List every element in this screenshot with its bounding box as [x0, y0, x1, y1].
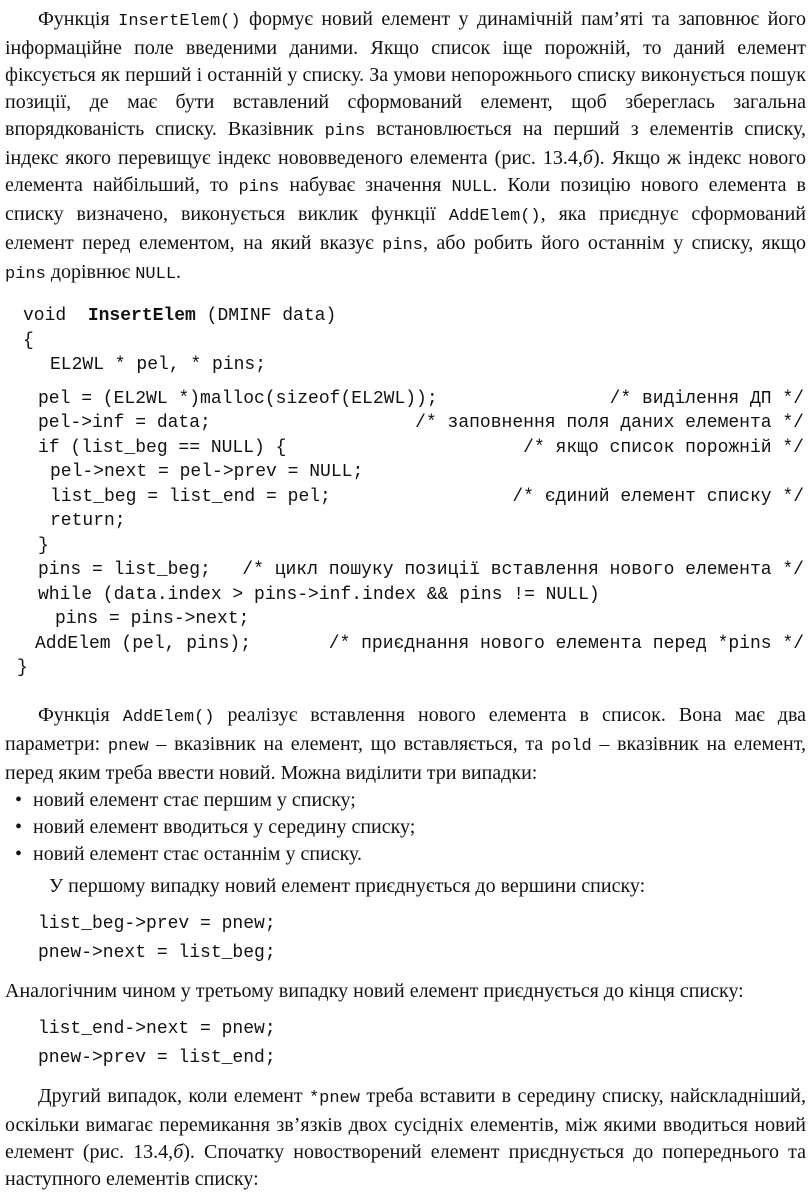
code-function-name: InsertElem: [87, 306, 196, 326]
inline-code: InsertElem(): [118, 12, 241, 31]
paragraph-second-case: [5, 1083, 806, 1193]
inline-code: pins: [382, 236, 423, 255]
bullet-item-text: новий елемент вводиться у середину списку;: [33, 815, 416, 838]
code-comment: /* виділення ДП */: [609, 388, 804, 409]
inline-code: pins: [238, 178, 280, 197]
text-run: Другий випадок, коли елемент: [38, 1084, 309, 1107]
code-line: [5, 387, 806, 412]
code-text: [5, 353, 266, 378]
code-token: pel->next = pel->prev = NULL;: [50, 462, 364, 482]
code-text: [5, 910, 276, 939]
code-line: [5, 436, 806, 461]
code-line: [5, 329, 806, 354]
text-run: Аналогічним чином у третьому випадку новий елемент приєднується до кінця списку:: [5, 979, 744, 1002]
code-comment: /* цикл пошуку позиції вставлення нового елемента */: [242, 560, 804, 580]
code-text: [5, 583, 600, 608]
paragraph-first-case: [5, 873, 806, 900]
code-text: [5, 632, 251, 657]
bullet-item-text: новий елемент стає останнім у списку.: [33, 842, 363, 865]
bullet-list-cases: [5, 787, 806, 868]
paragraph-addelem-description: [5, 702, 806, 787]
bullet-icon: •: [15, 788, 23, 811]
code-token: pel->inf = data;: [38, 413, 211, 433]
code-token: void: [23, 306, 88, 326]
code-token: if (list_beg == NULL) {: [38, 437, 287, 458]
inline-code: AddElem(): [448, 207, 541, 226]
inline-code: pins: [5, 265, 46, 284]
text-run: – вказівник на елемент, що вставляється, та: [148, 732, 551, 755]
text-run: набуває значення: [279, 174, 452, 196]
inline-code: pold: [550, 736, 592, 756]
inline-code: pnew: [107, 736, 149, 756]
text-run: , яка приєднує сформований елемент перед елементом, на який вказує: [5, 203, 807, 254]
code-text: [5, 509, 126, 534]
bullet-icon: •: [15, 815, 23, 838]
paragraph-insertelem-description: [5, 6, 806, 288]
text-run: реалізує вставлення нового елемента в список. Вона має два параметри:: [5, 703, 806, 755]
code-comment: /* єдиний елемент списку */: [512, 486, 804, 507]
code-token: EL2WL * pel, * pins;: [50, 355, 267, 375]
code-text: [5, 329, 34, 354]
code-line: [5, 460, 806, 485]
code-line: [5, 1015, 806, 1044]
code-line: [5, 304, 806, 329]
code-text: [5, 534, 49, 559]
text-run: ). Спочатку новостворений елемент приєднується до попереднього та наступного елементів списку:: [5, 1140, 806, 1190]
code-text: [5, 558, 211, 583]
code-token: {: [23, 330, 34, 351]
code-comment: /* якщо список порожній */: [523, 437, 804, 458]
text-run: . Коли позицію нового елемента в списку визначено, виконується виклик функції: [5, 174, 807, 225]
text-run: У першому випадку новий елемент приєднується до вершини списку:: [49, 874, 646, 897]
code-line: [5, 558, 806, 583]
code-line: [5, 411, 806, 436]
text-run: .: [176, 261, 182, 283]
bullet-icon: •: [15, 842, 23, 865]
code-line: [5, 485, 806, 510]
code-token: pins = list_beg;: [38, 560, 211, 580]
code-block-insertelem: [5, 304, 806, 681]
text-run: ). Якщо ж індекс нового елемента найбільший, то: [5, 147, 807, 196]
code-text: [5, 1015, 276, 1044]
code-token: }: [38, 535, 49, 556]
code-text: [5, 939, 276, 968]
code-text: [5, 436, 286, 461]
bullet-item: [5, 787, 806, 814]
code-text: [5, 387, 438, 412]
text-run: Функція: [38, 703, 123, 726]
text-run: , або робить його останнім у списку, якщо: [422, 232, 806, 254]
code-snippet-head-insert: [5, 910, 806, 968]
inline-code: *pnew: [308, 1088, 360, 1108]
code-line: [5, 583, 806, 608]
text-run: б: [173, 1140, 184, 1163]
code-comment: /* приєднання нового елемента перед *pins */: [328, 633, 804, 654]
inline-code: AddElem(): [122, 707, 215, 727]
code-token: list_beg = list_end = pel;: [50, 486, 331, 507]
inline-code: pins: [324, 122, 366, 141]
code-token: pnew->prev = list_end;: [38, 1047, 276, 1068]
code-snippet-tail-insert: [5, 1015, 806, 1073]
text-run: Функція: [38, 8, 119, 30]
inline-code: NULL: [451, 178, 493, 197]
text-run: встановлюється на перший з елементів списку, індекс якого перевищує індекс нововведеного елемента (рис. 13.4,: [5, 118, 806, 169]
code-line: [5, 509, 806, 534]
code-line: [5, 534, 806, 559]
text-run: треба вставити в середину списку, найскладніший, оскільки вимагає перемикання зв’язків двох сусідніх елементів, між якими вводиться новий елемент (рис. 13.4,: [5, 1084, 806, 1163]
code-text: [5, 304, 336, 329]
code-token: (DMINF data): [195, 306, 337, 326]
code-blank-line: [5, 378, 806, 387]
code-text: [5, 656, 28, 681]
code-line: [5, 910, 806, 939]
code-token: pins = pins->next;: [55, 609, 250, 629]
code-token: }: [17, 658, 28, 678]
text-run: – вказівник на елемент, перед яким треба ввести новий. Можна виділити три випадки:: [5, 732, 806, 784]
code-line: [5, 1044, 806, 1073]
code-comment: /* заповнення поля даних елемента */: [415, 413, 804, 433]
code-line: [5, 656, 806, 681]
bullet-item: [5, 814, 806, 841]
code-text: [5, 411, 211, 436]
code-line: [5, 607, 806, 632]
code-token: pel = (EL2WL *)malloc(sizeof(EL2WL));: [38, 388, 438, 409]
code-line: [5, 353, 806, 378]
code-token: return;: [50, 511, 126, 531]
code-text: [5, 1044, 276, 1073]
code-token: pnew->next = list_beg;: [38, 942, 276, 963]
bullet-item-text: новий елемент стає першим у списку;: [33, 788, 356, 811]
code-token: list_beg->prev = pnew;: [38, 913, 276, 934]
code-token: AddElem (pel, pins);: [35, 633, 252, 654]
inline-code: NULL: [135, 265, 177, 284]
code-line: [5, 632, 806, 657]
code-text: [5, 460, 363, 485]
code-text: [5, 485, 331, 510]
text-run: формує новий елемент у динамічній пам’яті та заповнює його інформаційне поле введеними даними. Якщо список іще порожній, то даний елемент фіксується як перший і останній у списку. За умови непорожнього списку виконується пошук позиції, де має бути вставлений сформований елемент, щоб збереглась загальна впорядкованість списку. Вказівник: [5, 8, 807, 140]
text-run: дорівнює: [45, 261, 136, 283]
bullet-item: [5, 841, 806, 868]
code-line: [5, 939, 806, 968]
code-token: while (data.index > pins->inf.index && pins != NULL): [38, 584, 600, 605]
code-token: list_end->next = pnew;: [38, 1018, 276, 1039]
text-run: б: [582, 147, 593, 169]
code-text: [5, 607, 249, 632]
paragraph-third-case: [5, 978, 806, 1005]
